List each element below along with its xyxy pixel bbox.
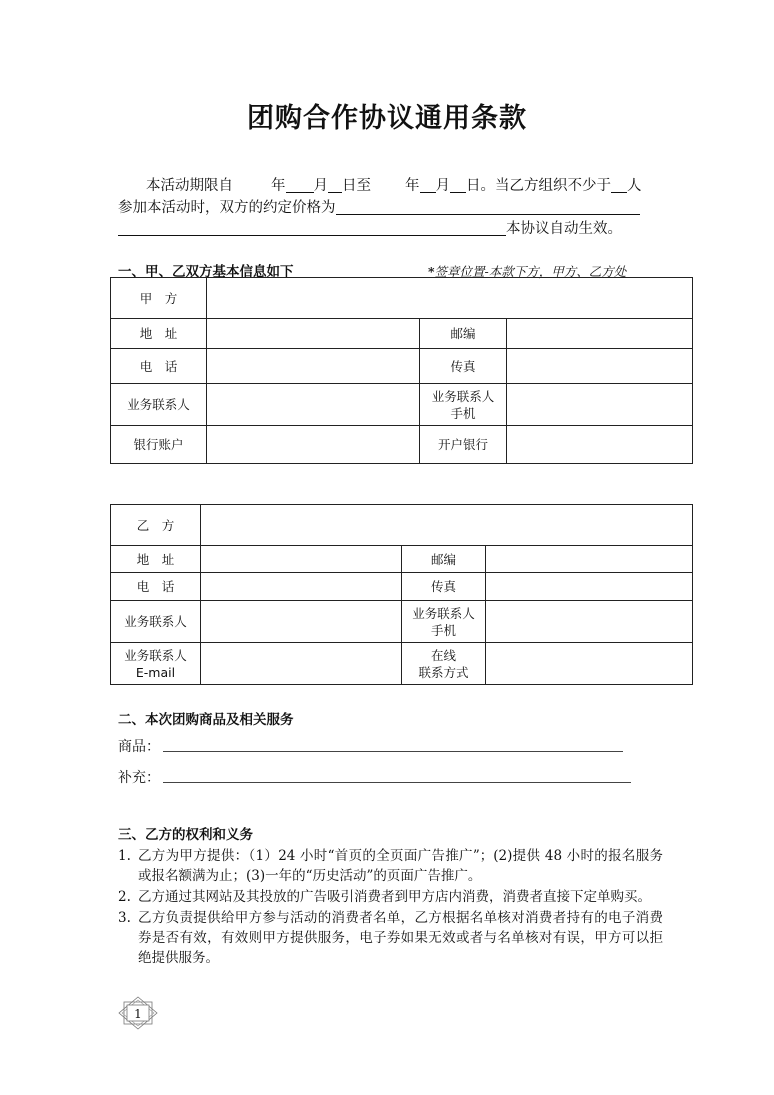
party-a-bank-account-label: 银行账户 [111, 426, 207, 464]
party-b-phone-cell[interactable] [201, 573, 402, 601]
party-a-name-cell[interactable] [207, 278, 693, 319]
party-a-mobile-cell[interactable] [507, 384, 693, 426]
party-b-address-cell[interactable] [201, 546, 402, 573]
party-a-label: 甲 方 [111, 278, 207, 319]
signature-note: *签章位置-本款下方，甲方、乙方处 [428, 264, 627, 279]
intro-day-end: 日。当乙方组织不少于 [466, 178, 611, 194]
party-a-contact-cell[interactable] [207, 384, 420, 426]
party-b-mobile-label: 业务联系人 手机 [402, 601, 486, 643]
blank-price-1 [336, 199, 640, 215]
page-badge-ornament [118, 996, 158, 1030]
party-a-address-label: 地 址 [111, 319, 207, 349]
section-2-heading: 二、本次团购商品及相关服务 [118, 712, 294, 728]
party-b-contact-label: 业务联系人 [111, 601, 201, 643]
blank-day-1 [328, 177, 342, 193]
goods-input-line[interactable] [163, 751, 623, 752]
terms-list [118, 846, 663, 969]
party-b-phone-label: 电 话 [111, 573, 201, 601]
party-b-postcode-label: 邮编 [402, 546, 486, 573]
party-b-contact-cell[interactable] [201, 601, 402, 643]
section-3-heading: 三、乙方的权利和义务 [118, 827, 253, 843]
document-title: 团购合作协议通用条款 [247, 103, 527, 134]
intro-line-2 [118, 197, 658, 219]
party-b-email-cell[interactable] [201, 643, 402, 685]
party-b-postcode-cell[interactable] [486, 546, 693, 573]
party-a-bank-name-cell[interactable] [507, 426, 693, 464]
party-b-online-cell[interactable] [486, 643, 693, 685]
intro-year-1: 年 [271, 178, 286, 194]
supplement-label: 补充： [118, 770, 160, 786]
intro-year-2: 年 [405, 178, 420, 194]
goods-label: 商品： [118, 739, 160, 755]
list-item: 1. 乙方为甲方提供：（1）24 小时“首页的全页面广告推广”；(2)提供 48 小时的报名服务或报名额满为止；(3)一年的“历史活动”的页面广告推广。 [118, 848, 663, 884]
page-number: 1 [134, 1007, 142, 1021]
intro-month-1: 月 [313, 178, 328, 194]
party-a-contact-label: 业务联系人 [111, 384, 207, 426]
party-b-fax-cell[interactable] [486, 573, 693, 601]
intro-period-label: 本活动期限自 [146, 178, 233, 194]
party-b-online-label: 在线 联系方式 [402, 643, 486, 685]
blank-price-2 [118, 220, 506, 236]
intro-line-3 [118, 218, 658, 240]
intro-price-label: 参加本活动时，双方的约定价格为 [118, 200, 336, 216]
party-a-table [110, 277, 693, 464]
party-b-mobile-cell[interactable] [486, 601, 693, 643]
list-item: 3. 乙方负责提供给甲方参与活动的消费者名单，乙方根据名单核对消费者持有的电子消费券是否有效，有效则甲方提供服务，电子券如果无效或者与名单核对有误，甲方可以拒绝提供服务。 [118, 910, 663, 966]
party-b-label: 乙 方 [111, 505, 201, 546]
page-number-badge [118, 996, 158, 1030]
party-b-email-label: 业务联系人 E-mail [111, 643, 201, 685]
party-a-mobile-label: 业务联系人 手机 [420, 384, 507, 426]
blank-month-2 [420, 177, 436, 193]
blank-persons [611, 177, 627, 193]
party-b-table [110, 504, 693, 685]
blank-day-2 [450, 177, 466, 193]
list-item: 2. 乙方通过其网站及其投放的广告吸引消费者到甲方店内消费，消费者直接下定单购买。 [118, 889, 651, 905]
party-b-name-cell[interactable] [201, 505, 693, 546]
party-a-bank-account-cell[interactable] [207, 426, 420, 464]
intro-month-2: 月 [435, 178, 450, 194]
party-b-fax-label: 传真 [402, 573, 486, 601]
intro-effective: 本协议自动生效。 [506, 221, 622, 237]
party-a-phone-label: 电 话 [111, 349, 207, 384]
section-1-heading: 一、甲、乙双方基本信息如下 [118, 264, 294, 280]
party-a-postcode-label: 邮编 [420, 319, 507, 349]
party-a-phone-cell[interactable] [207, 349, 420, 384]
party-a-address-cell[interactable] [207, 319, 420, 349]
party-a-postcode-cell[interactable] [507, 319, 693, 349]
intro-day-to: 日至 [342, 178, 371, 194]
party-b-address-label: 地 址 [111, 546, 201, 573]
intro-person: 人 [627, 178, 642, 194]
supplement-input-line[interactable] [163, 782, 631, 783]
blank-month-1 [286, 177, 314, 193]
party-a-fax-cell[interactable] [507, 349, 693, 384]
intro-line-1 [118, 175, 658, 197]
party-a-bank-name-label: 开户银行 [420, 426, 507, 464]
party-a-fax-label: 传真 [420, 349, 507, 384]
